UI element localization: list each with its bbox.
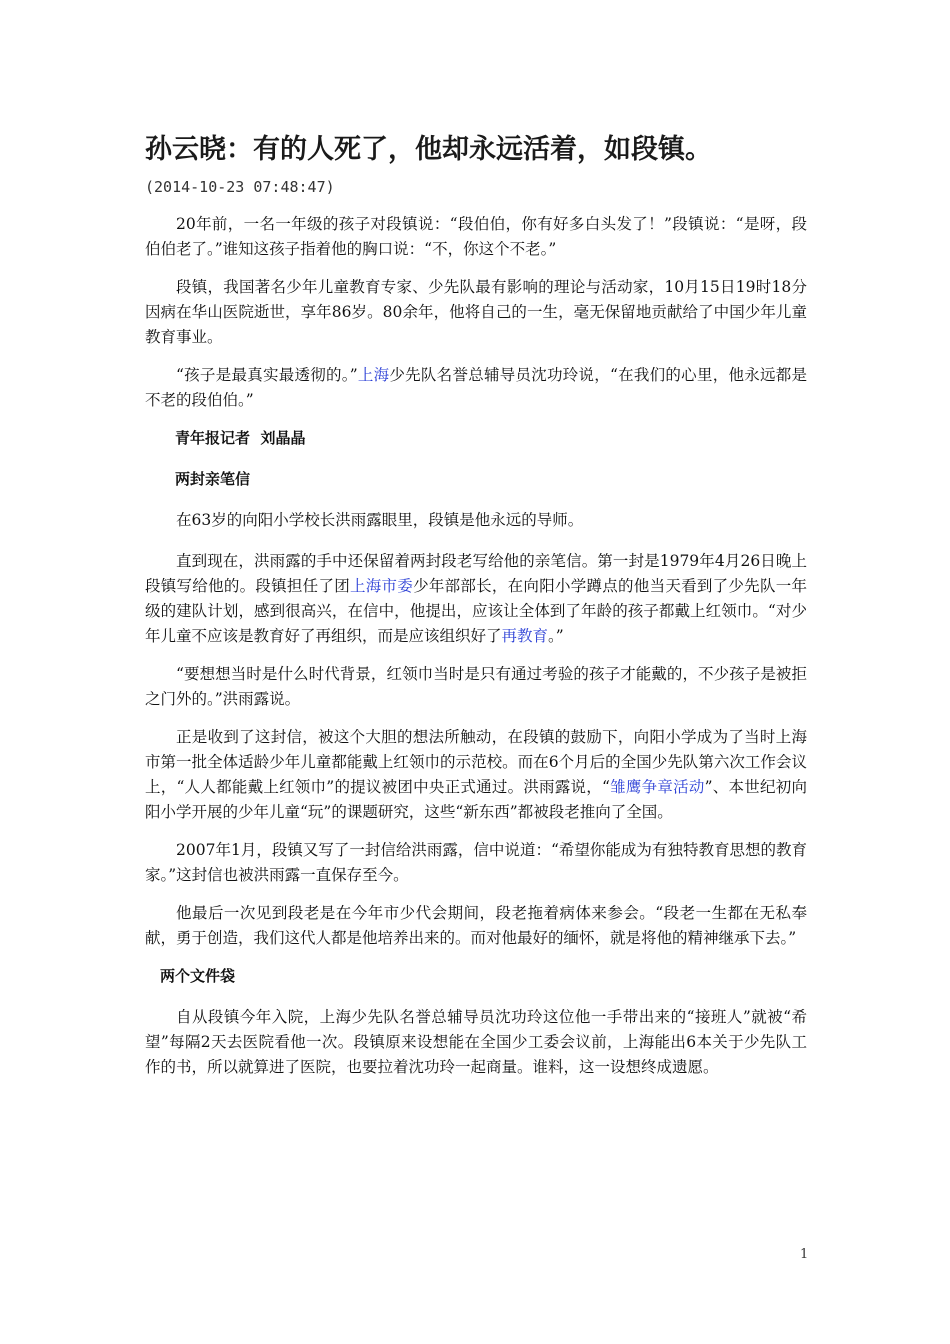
- link-re-education[interactable]: 再教育: [501, 627, 549, 645]
- paragraph-5: [145, 549, 807, 649]
- link-shanghai-committee[interactable]: 上海市委: [349, 577, 414, 595]
- paragraph-7-text-b: ”、本世纪初向阳小学开展的少年儿童“玩”的课题研究，这些“新东西”都被段老推向了全国。: [145, 778, 807, 821]
- link-eagle-badge-activity[interactable]: 雏鹰争章活动: [609, 778, 705, 796]
- article-title: 孙云晓：有的人死了，他却永远活着，如段镇。: [145, 134, 712, 165]
- article-date: (2014-10-23 07:48:47): [145, 178, 335, 196]
- paragraph-7-text-a: 正是收到了这封信，被这个大胆的想法所触动，在段镇的鼓励下，向阳小学成为了当时上海市第一批全体适龄少年儿童都能戴上红领巾的示范校。而在6个月后的全国少先队第六次工作会议上，“人人都能戴上红领巾”的提议被团中央正式通过。洪雨露说，“: [145, 728, 807, 796]
- paragraph-3-text-b: 少先队名誉总辅导员沈功玲说，“在我们的心里，他永远都是不老的段伯伯。”: [145, 366, 807, 409]
- paragraph-10: 自从段镇今年入院，上海少先队名誉总辅导员沈功玲这位他一手带出来的“接班人”就被“希望”每隔2天去医院看他一次。段镇原来设想能在全国少工委会议前，上海能出6本关于少先队工作的书，所以就算进了医院，也要拉着沈功玲一起商量。谁料，这一设想终成遗愿。: [145, 1008, 807, 1076]
- paragraph-5-text-a: 直到现在，洪雨露的手中还保留着两封段老写给他的亲笔信。第一封是1979年4月26日晚上段镇写给他的。段镇担任了团: [145, 552, 807, 595]
- page-number: 1: [800, 1247, 809, 1262]
- section-heading-folders: 两个文件袋: [160, 967, 236, 985]
- paragraph-1: 20年前，一名一年级的孩子对段镇说：“段伯伯，你有好多白头发了！”段镇说：“是呀，段伯伯老了。”谁知这孩子指着他的胸口说：“不，你这个不老。”: [145, 215, 807, 258]
- paragraph-6: “要想想当时是什么时代背景，红领巾当时是只有通过考验的孩子才能戴的，不少孩子是被拒之门外的。”洪雨露说。: [145, 665, 807, 708]
- byline: 青年报记者 刘晶晶: [175, 429, 306, 447]
- paragraph-8: 2007年1月，段镇又写了一封信给洪雨露，信中说道：“希望你能成为有独特教育思想的教育家。”这封信也被洪雨露一直保存至今。: [145, 841, 807, 884]
- paragraph-2: 段镇，我国著名少年儿童教育专家、少先队最有影响的理论与活动家，10月15日19时18分因病在华山医院逝世，享年86岁。80余年，他将自己的一生，毫无保留地贡献给了中国少年儿童教育事业。: [145, 278, 807, 346]
- section-heading-letters: 两封亲笔信: [175, 470, 251, 488]
- paragraph-5-text-c: 。”: [548, 627, 564, 645]
- paragraph-3-text-a: “孩子是最真实最透彻的。”: [176, 366, 358, 384]
- link-shanghai[interactable]: 上海: [357, 366, 390, 384]
- paragraph-9: 他最后一次见到段老是在今年市少代会期间，段老拖着病体来参会。“段老一生都在无私奉献，勇于创造，我们这代人都是他培养出来的。而对他最好的缅怀，就是将他的精神继承下去。”: [145, 904, 807, 947]
- article-body: [145, 212, 807, 1093]
- paragraph-4: 在63岁的向阳小学校长洪雨露眼里，段镇是他永远的导师。: [176, 511, 584, 529]
- paragraph-7: [145, 725, 807, 825]
- paragraph-3: [145, 363, 807, 413]
- paragraph-5-text-b: 少年部部长，在向阳小学蹲点的他当天看到了少先队一年级的建队计划，感到很高兴，在信中，他提出，应该让全体到了年龄的孩子都戴上红领巾。“对少年儿童不应该是教育好了再组织，而是应该组织好了: [145, 577, 807, 645]
